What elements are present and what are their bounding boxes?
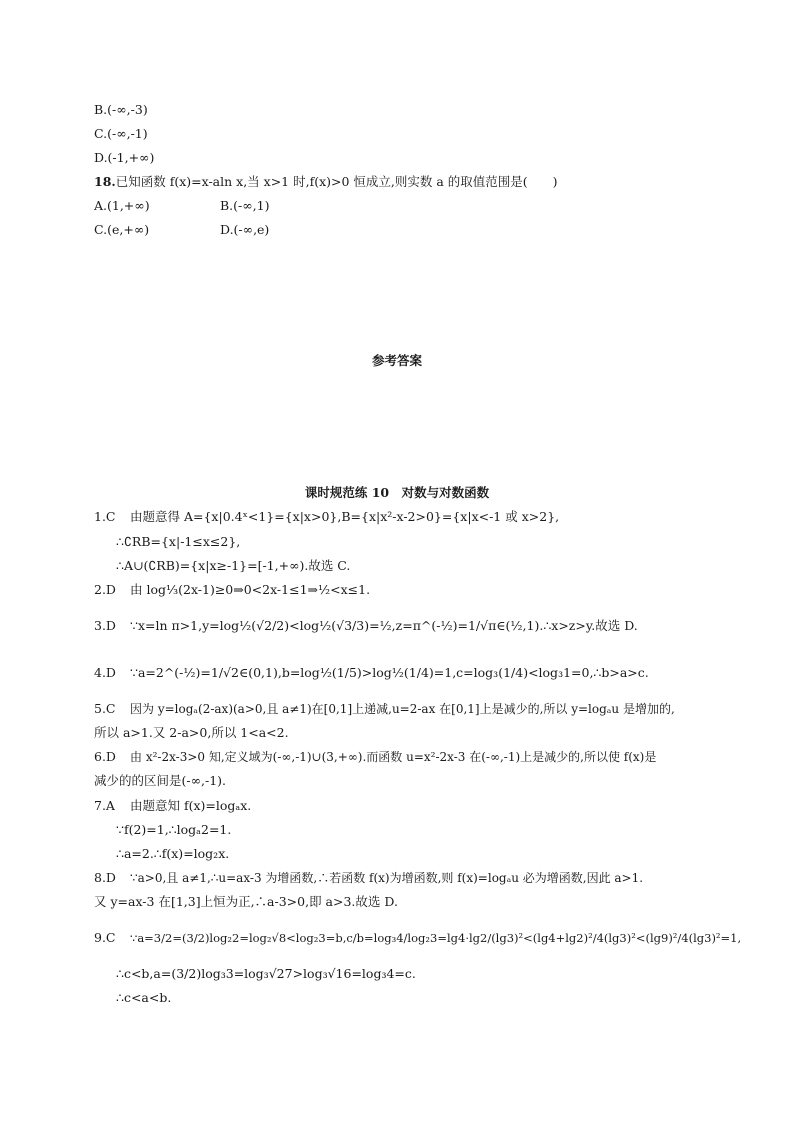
solution-number: 6.D bbox=[94, 749, 116, 764]
solution-1 bbox=[94, 508, 559, 526]
q18-option-c: C.(e,+∞) bbox=[94, 222, 150, 237]
solution-4 bbox=[94, 664, 649, 682]
solution-9 bbox=[94, 929, 741, 947]
solution-line: ∴c<a<b. bbox=[116, 990, 172, 1005]
q18-option-a: A.(1,+∞) bbox=[94, 198, 150, 213]
question-text: 已知函数 f(x)=x-aln x,当 x>1 时,f(x)>0 恒成立,则实数 a 的取值范围是( ) bbox=[115, 174, 558, 189]
solution-6 bbox=[94, 748, 656, 766]
solution-line: 因为 y=logₐ(2-ax)(a>0,且 a≠1)在[0,1]上递减,u=2-ax 在[0,1]上是减少的,所以 y=logₐu 是增加的, bbox=[130, 702, 675, 716]
solution-line: ∵f(2)=1,∴logₐ2=1. bbox=[116, 822, 232, 837]
option-b-prev: B.(-∞,-3) bbox=[94, 102, 148, 117]
solution-line: 减少的的区间是(-∞,-1). bbox=[94, 773, 227, 788]
solution-line: 由 log⅓(2x-1)≥0⇒0<2x-1≤1⇒½<x≤1. bbox=[130, 582, 371, 597]
solution-number: 8.D bbox=[94, 870, 116, 885]
solution-number: 4.D bbox=[94, 665, 116, 680]
solution-line: ∵a=2^(-½)=1/√2∈(0,1),b=log½(1/5)>log½(1/4)=1,c=log₃(1/4)<log₃1=0,∴b>a>c. bbox=[130, 665, 649, 680]
question-number: 18. bbox=[94, 174, 116, 189]
solution-number: 3.D bbox=[94, 618, 116, 633]
solution-3 bbox=[94, 617, 638, 635]
solution-line: ∵a=3/2=(3/2)log₂2=log₂√8<log₂3=b,c/b=log₃4/log₂3=lg4·lg2/(lg3)²<(lg4+lg2)²/4(lg3)²<(lg9)²/4(lg3)²=1, bbox=[130, 931, 742, 945]
solution-line: 由 x²-2x-3>0 知,定义域为(-∞,-1)∪(3,+∞).而函数 u=x²-2x-3 在(-∞,-1)上是减少的,所以使 f(x)是 bbox=[130, 750, 657, 764]
solution-5 bbox=[94, 700, 675, 718]
solution-line: 所以 a>1.又 2-a>0,所以 1<a<2. bbox=[94, 725, 289, 740]
solution-line: ∵x=ln π>1,y=log½(√2/2)<log½(√3/3)=½,z=π^(-½)=1/√π∈(½,1).∴x>z>y.故选 D. bbox=[130, 618, 638, 633]
solution-7 bbox=[94, 797, 251, 815]
solution-line: ∴c<b,a=(3/2)log₃3=log₃√27>log₃√16=log₃4=c. bbox=[116, 966, 416, 981]
solution-line: 由题意得 A={x|0.4ˣ<1}={x|x>0},B={x|x²-x-2>0}={x|x<-1 或 x>2}, bbox=[130, 509, 560, 524]
solution-8 bbox=[94, 869, 643, 887]
solution-line: ∴A∪(∁RB)={x|x≥-1}=[-1,+∞).故选 C. bbox=[116, 558, 351, 573]
option-c-prev: C.(-∞,-1) bbox=[94, 126, 148, 141]
q18-option-d: D.(-∞,e) bbox=[220, 222, 270, 237]
question-18 bbox=[94, 173, 558, 191]
solution-number: 1.C bbox=[94, 509, 116, 524]
solution-number: 2.D bbox=[94, 582, 116, 597]
solution-line: 又 y=ax-3 在[1,3]上恒为正,∴a-3>0,即 a>3.故选 D. bbox=[94, 894, 398, 909]
q18-option-b: B.(-∞,1) bbox=[220, 198, 270, 213]
solution-line: ∴a=2.∴f(x)=log₂x. bbox=[116, 846, 230, 861]
section-title: 课时规范练 10 对数与对数函数 bbox=[304, 485, 490, 500]
solution-number: 5.C bbox=[94, 701, 116, 716]
option-d-prev: D.(-1,+∞) bbox=[94, 150, 155, 165]
solution-line: 由题意知 f(x)=logₐx. bbox=[130, 798, 252, 813]
solution-line: ∵a>0,且 a≠1,∴u=ax-3 为增函数,∴若函数 f(x)为增函数,则 f(x)=logₐu 必为增函数,因此 a>1. bbox=[130, 871, 644, 885]
solution-line: ∴∁RB={x|-1≤x≤2}, bbox=[116, 534, 241, 549]
solution-2 bbox=[94, 581, 370, 599]
answer-key-title: 参考答案 bbox=[371, 353, 422, 368]
solution-number: 9.C bbox=[94, 930, 116, 945]
solution-number: 7.A bbox=[94, 798, 115, 813]
